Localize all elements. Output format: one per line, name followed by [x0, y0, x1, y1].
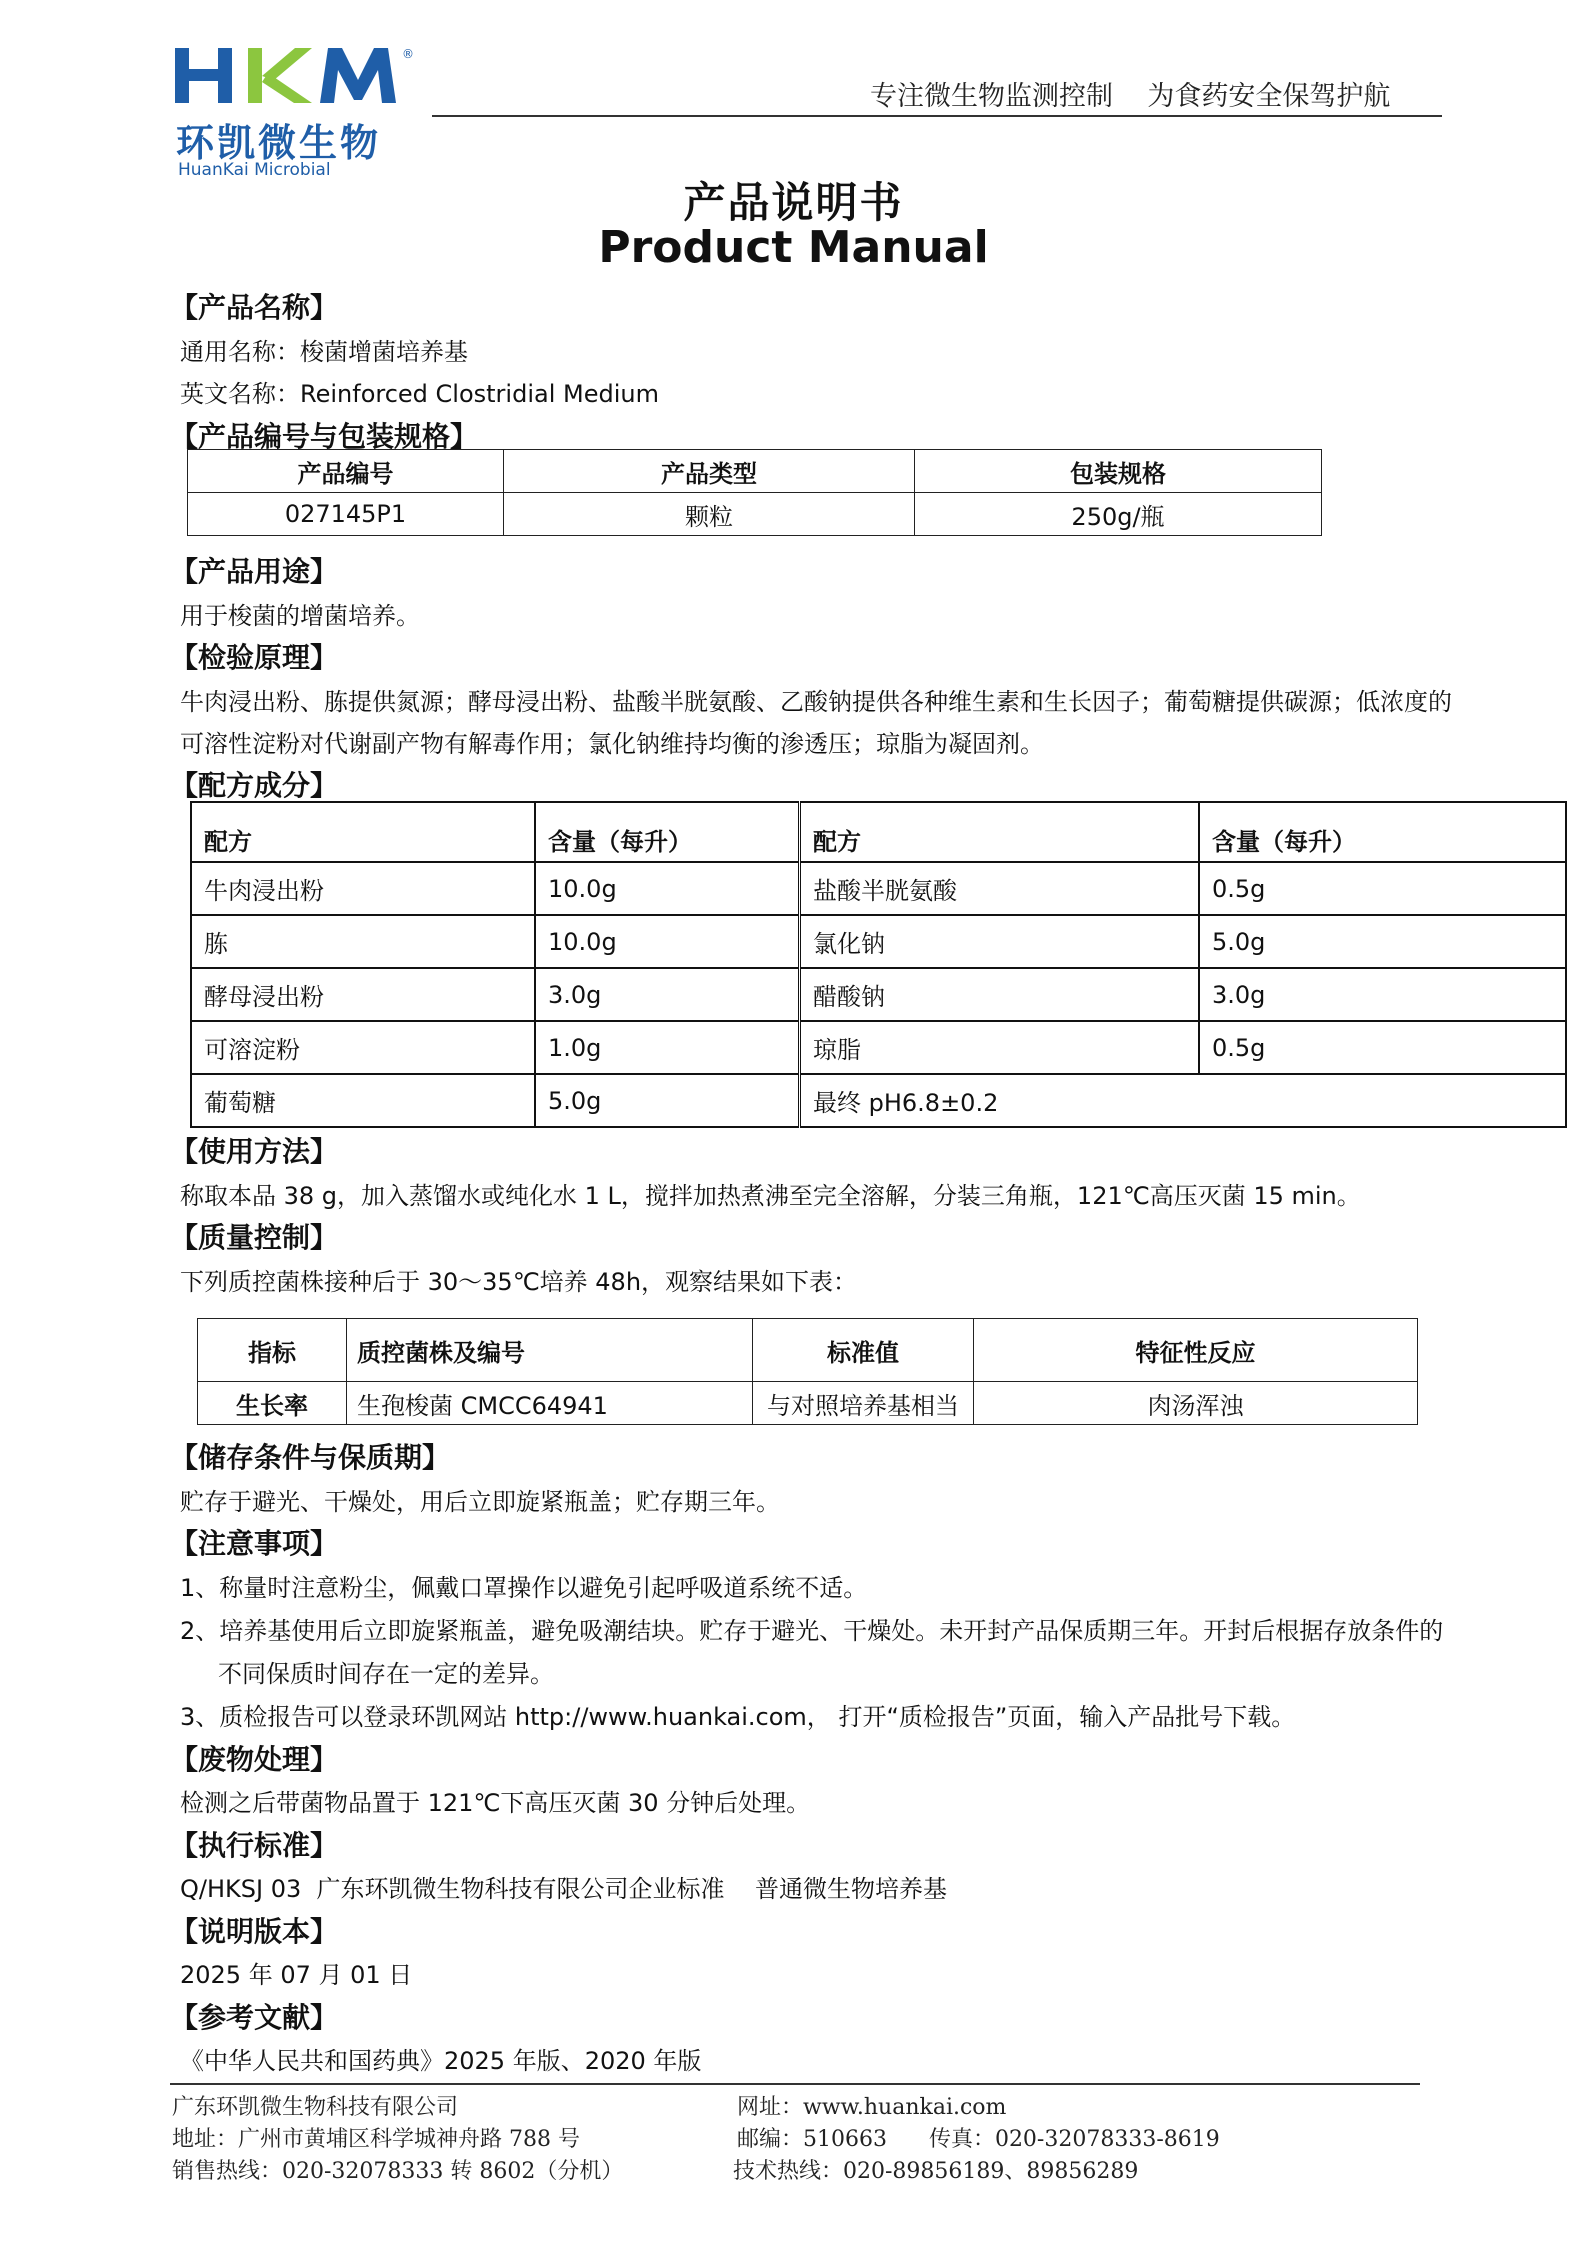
- standard-text: Q/HKSJ 03 广东环凯微生物科技有限公司企业标准 普通微生物培养基: [180, 1875, 948, 1903]
- package-size: 250g/瓶: [915, 493, 1322, 536]
- table-header-cell: 含量（每升）: [1199, 802, 1566, 862]
- footer-company: 广东环凯微生物科技有限公司: [172, 2095, 459, 2120]
- table-header-row: [198, 1319, 1418, 1382]
- table-header-cell: 质控菌株及编号: [347, 1319, 753, 1382]
- common-name: 通用名称：梭菌增菌培养基: [180, 338, 468, 366]
- title-cn: 产品说明书: [683, 178, 904, 227]
- note-3: 3、质检报告可以登录环凯网站 http://www.huankai.com， 打开“质检报告”页面，输入产品批号下载。: [180, 1703, 1296, 1731]
- company-slogan: 专注微生物监测控制 为食药安全保驾护航: [870, 81, 1391, 112]
- product-code: 027145P1: [188, 493, 504, 536]
- company-logo: [170, 40, 450, 180]
- section-heading-standard: 【执行标准】: [170, 1829, 339, 1862]
- waste-text: 检测之后带菌物品置于 121℃下高压灭菌 30 分钟后处理。: [180, 1789, 811, 1817]
- section-heading-code: 【产品编号与包装规格】: [170, 420, 479, 453]
- ingredient-amount: 0.5g: [1199, 1021, 1566, 1074]
- ingredient-amount: 1.0g: [535, 1021, 800, 1074]
- ingredient-name: 琼脂: [800, 1021, 1200, 1074]
- section-heading-name: 【产品名称】: [170, 291, 339, 324]
- table-header-cell: 指标: [198, 1319, 347, 1382]
- final-ph: 最终 pH6.8±0.2: [800, 1074, 1567, 1127]
- version-text: 2025 年 07 月 01 日: [180, 1961, 413, 1989]
- section-heading-qc: 【质量控制】: [170, 1221, 339, 1254]
- logo-cn-text: 环凯微生物: [176, 121, 382, 165]
- section-heading-use: 【产品用途】: [170, 555, 339, 588]
- qc-text: 下列质控菌株接种后于 30～35℃培养 48h，观察结果如下表：: [180, 1268, 858, 1296]
- principle-line-2: 可溶性淀粉对代谢副产物有解毒作用；氯化钠维持均衡的渗透压；琼脂为凝固剂。: [180, 730, 1044, 758]
- ingredient-name: 可溶淀粉: [191, 1021, 535, 1074]
- section-heading-notes: 【注意事项】: [170, 1527, 339, 1560]
- table-row: [191, 862, 1566, 915]
- table-row: [191, 915, 1566, 968]
- logo-en-text: HuanKai Microbial: [178, 160, 331, 180]
- references-text: 《中华人民共和国药典》2025 年版、2020 年版: [180, 2047, 702, 2075]
- qc-indicator: 生长率: [198, 1382, 347, 1425]
- table-header-row: [188, 450, 1322, 493]
- qc-strain: 生孢梭菌 CMCC64941: [347, 1382, 753, 1425]
- ingredient-name: 葡萄糖: [191, 1074, 535, 1127]
- table-row: [188, 493, 1322, 536]
- table-header-cell: 配方: [191, 802, 535, 862]
- qc-standard: 与对照培养基相当: [753, 1382, 974, 1425]
- table-header-cell: 产品类型: [504, 450, 915, 493]
- hkm-logo-icon: [170, 40, 440, 110]
- footer-website[interactable]: 网址：www.huankai.com: [737, 2095, 1007, 2120]
- ingredient-name: 醋酸钠: [800, 968, 1200, 1021]
- ingredient-amount: 3.0g: [535, 968, 800, 1021]
- section-heading-method: 【使用方法】: [170, 1135, 339, 1168]
- table-header-cell: 产品编号: [188, 450, 504, 493]
- table-header-cell: 包装规格: [915, 450, 1322, 493]
- principle-line-1: 牛肉浸出粉、胨提供氮源；酵母浸出粉、盐酸半胱氨酸、乙酸钠提供各种维生素和生长因子；葡萄糖提供碳源；低浓度的: [180, 688, 1452, 716]
- ingredient-amount: 10.0g: [535, 862, 800, 915]
- section-heading-version: 【说明版本】: [170, 1915, 339, 1948]
- header-divider: [432, 115, 1442, 117]
- table-header-cell: 配方: [800, 802, 1200, 862]
- section-heading-waste: 【废物处理】: [170, 1743, 339, 1776]
- ingredient-name: 盐酸半胱氨酸: [800, 862, 1200, 915]
- qc-table: [197, 1318, 1418, 1425]
- ingredient-name: 胨: [191, 915, 535, 968]
- product-type: 颗粒: [504, 493, 915, 536]
- table-header-cell: 含量（每升）: [535, 802, 800, 862]
- packaging-table: [187, 449, 1322, 536]
- method-text: 称取本品 38 g，加入蒸馏水或纯化水 1 L，搅拌加热煮沸至完全溶解，分装三角瓶，121℃高压灭菌 15 min。: [180, 1182, 1361, 1210]
- section-heading-formula: 【配方成分】: [170, 769, 339, 802]
- footer-tech-hotline: 技术热线：020-89856189、89856289: [733, 2159, 1139, 2184]
- ingredient-amount: 5.0g: [535, 1074, 800, 1127]
- table-row: [191, 1021, 1566, 1074]
- english-name: 英文名称：Reinforced Clostridial Medium: [180, 380, 659, 408]
- table-row: [191, 968, 1566, 1021]
- qc-reaction: 肉汤浑浊: [974, 1382, 1418, 1425]
- section-heading-storage: 【储存条件与保质期】: [170, 1441, 451, 1474]
- table-row: [198, 1382, 1418, 1425]
- section-heading-references: 【参考文献】: [170, 2001, 339, 2034]
- ingredient-amount: 0.5g: [1199, 862, 1566, 915]
- ingredient-name: 酵母浸出粉: [191, 968, 535, 1021]
- table-header-cell: 标准值: [753, 1319, 974, 1382]
- table-header-row: [191, 802, 1566, 862]
- section-heading-principle: 【检验原理】: [170, 641, 339, 674]
- storage-text: 贮存于避光、干燥处，用后立即旋紧瓶盖；贮存期三年。: [180, 1488, 780, 1516]
- ingredient-amount: 10.0g: [535, 915, 800, 968]
- table-row: [191, 1074, 1566, 1127]
- ingredient-name: 牛肉浸出粉: [191, 862, 535, 915]
- note-2: 2、培养基使用后立即旋紧瓶盖，避免吸潮结块。贮存于避光、干燥处。未开封产品保质期三年。开封后根据存放条件的: [180, 1617, 1444, 1645]
- svg-text:®: ®: [402, 47, 414, 61]
- ingredient-amount: 5.0g: [1199, 915, 1566, 968]
- ingredient-amount: 3.0g: [1199, 968, 1566, 1021]
- note-1: 1、称量时注意粉尘，佩戴口罩操作以避免引起呼吸道系统不适。: [180, 1574, 868, 1602]
- table-header-cell: 特征性反应: [974, 1319, 1418, 1382]
- use-text: 用于梭菌的增菌培养。: [180, 602, 420, 630]
- title-en: Product Manual: [598, 222, 989, 273]
- note-2-continued: 不同保质时间存在一定的差异。: [218, 1660, 554, 1688]
- footer-address: 地址：广州市黄埔区科学城神舟路 788 号: [172, 2127, 580, 2152]
- formula-table: [190, 801, 1567, 1128]
- footer-divider: [170, 2083, 1420, 2085]
- footer-postcode-fax: 邮编：510663 传真：020-32078333-8619: [737, 2127, 1220, 2152]
- ingredient-name: 氯化钠: [800, 915, 1200, 968]
- footer-sales-hotline: 销售热线：020-32078333 转 8602（分机）: [172, 2159, 624, 2184]
